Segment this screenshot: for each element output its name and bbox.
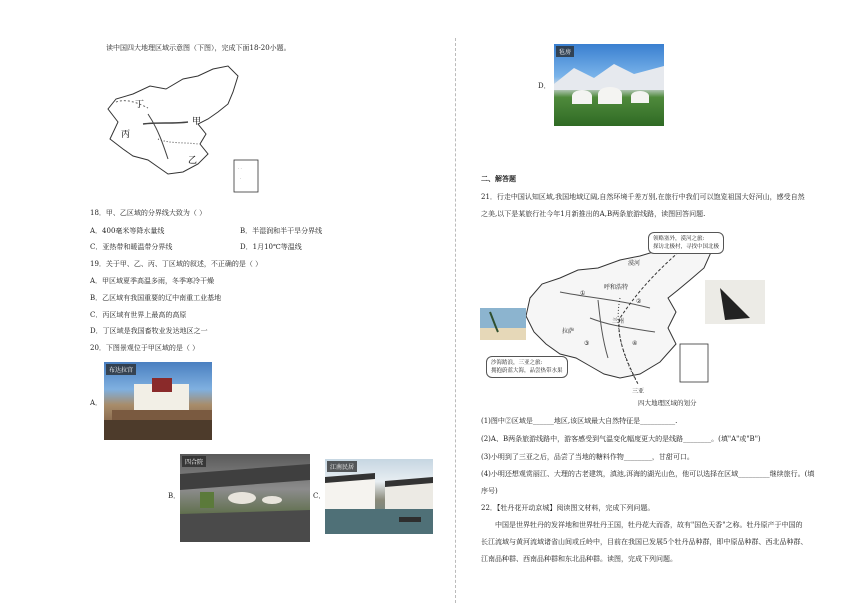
q20-option-c-letter: C． (313, 492, 326, 500)
city-hohhot: 呼和浩特 (604, 284, 629, 291)
jiangnan-house-label: 江南民居 (327, 461, 357, 472)
q18-option-d: D．1月10℃等温线 (240, 243, 302, 251)
q20-option-d-letter: D． (538, 82, 551, 90)
q19-option-d: D．丁区域是我国畜牧业发达地区之一 (90, 327, 208, 335)
column-divider (455, 38, 456, 603)
q21-part-2: (2)A、B两条旅游线路中，游客感受到气温变化幅度更大的是线路________。(填"A"或"B") (481, 435, 761, 443)
q21-part-3: (3)小明到了三亚之后，品尝了当地的糖料作物________，甘甜可口。 (481, 453, 694, 461)
travel-route-map (480, 228, 800, 406)
q19-option-b: B．乙区域有我国重要的辽中南重工业基地 (90, 294, 222, 302)
q18-option-a: A．400毫米等降水量线 (90, 227, 165, 235)
q20-stem: 20．下图景观位于甲区域的是（ ） (90, 344, 200, 352)
route-a-bubble-line2: 拥抱蔚蓝大海，品尝热带水果 (491, 368, 563, 374)
q21-part-4a: (4)小明还想观赏丽江、大理的古老建筑，滇池,洱海的湖光山色，他可以选择在区域_________继续旅行。(填 (481, 470, 815, 478)
yurt-photo (554, 44, 664, 126)
city-sanya: 三亚 (632, 388, 645, 395)
section-heading: 二、解答题 (481, 174, 516, 183)
jiangnan-house-photo (325, 459, 433, 534)
route-b-bubble-line2: 探访北极村，寻找中国北极 (653, 244, 720, 250)
q18-option-b: B．半湿润和半干旱分界线 (240, 227, 323, 235)
region-label-d: 丁 (135, 100, 145, 110)
q20-option-a-letter: A． (90, 399, 103, 407)
china-regions-map (88, 64, 263, 199)
q22-paragraph-2: 长江流域与黄河流域诸省山间或丘岭中，目前在我国已发展5个牡丹品种群，即中原品种群、西北品种群、 (481, 538, 808, 546)
route-a-bubble-line1: 沙海踏浪，三亚之旅: (491, 360, 543, 366)
yurt-label: 毡房 (556, 46, 574, 57)
q21-line-1: 21．行走中国认知区域,我国地域辽阔,自然环境千差万别,在旅行中我们可以饱览祖国大好河山，感受自然 (481, 193, 805, 201)
svg-text:· ·: · · (238, 166, 242, 171)
q18-option-c: C．亚热带和暖温带分界线 (90, 243, 173, 251)
city-lanzhou: 兰州 (612, 318, 625, 325)
q21-part-4b: 序号) (481, 487, 498, 495)
q22-paragraph-3: 江南品种群、西南品种群和东北品种群。读图，完成下列问题。 (481, 555, 677, 563)
q21-line-2: 之美,以下是某旅行社今年1月新推出的A,B两条旅游线路，读图回答问题. (481, 210, 706, 218)
route-b-bubble (648, 232, 724, 254)
region-label-c: 丙 (121, 130, 131, 140)
q19-option-a: A．甲区域夏季高温多雨，冬季寒冷干燥 (90, 277, 215, 285)
q21-part-1: (1)图中②区域是______地区,该区域最大自然特征是__________. (481, 417, 678, 425)
route-b-bubble-line1: 领略塞外，漠河之旅: (653, 236, 705, 242)
q22-paragraph-1: 中国是世界牡丹的发祥地和世界牡丹王国，牡丹花大而香，故有"国色天香"之称。牡丹原产于中国的 (495, 521, 803, 529)
q20-option-b-letter: B． (168, 492, 181, 500)
region-1: ① (580, 290, 586, 297)
region-3: ③ (584, 340, 590, 347)
q18-stem: 18．甲、乙区域的分界线大致为（ ） (90, 209, 207, 217)
potala-palace-photo (104, 362, 212, 440)
region-label-b: 乙 (188, 156, 198, 166)
siheyuan-photo (180, 454, 310, 542)
siheyuan-label: 四合院 (182, 456, 206, 467)
region-label-a: 甲 (192, 117, 202, 127)
q19-option-c: C．丙区域有世界上最高的高原 (90, 311, 187, 319)
region-4: ④ (632, 340, 638, 347)
potala-palace-label: 布达拉宫 (106, 364, 136, 375)
svg-text:·: · (240, 176, 242, 181)
region-2: ② (636, 298, 642, 305)
route-a-bubble (486, 356, 568, 378)
q19-stem: 19．关于甲、乙、丙、丁区域的叙述，不正确的是（ ） (90, 260, 263, 268)
city-mohe: 漠河 (628, 260, 641, 267)
city-lhasa: 拉萨 (562, 328, 575, 335)
map-caption: 四大地理区域的划分 (638, 399, 697, 407)
intro-text: 读中国四大地理区域示意图（下图），完成下面18-20小题。 (106, 44, 291, 52)
q22-stem: 22．【牡丹花开动京城】阅读图文材料，完成下列问题。 (481, 504, 655, 512)
